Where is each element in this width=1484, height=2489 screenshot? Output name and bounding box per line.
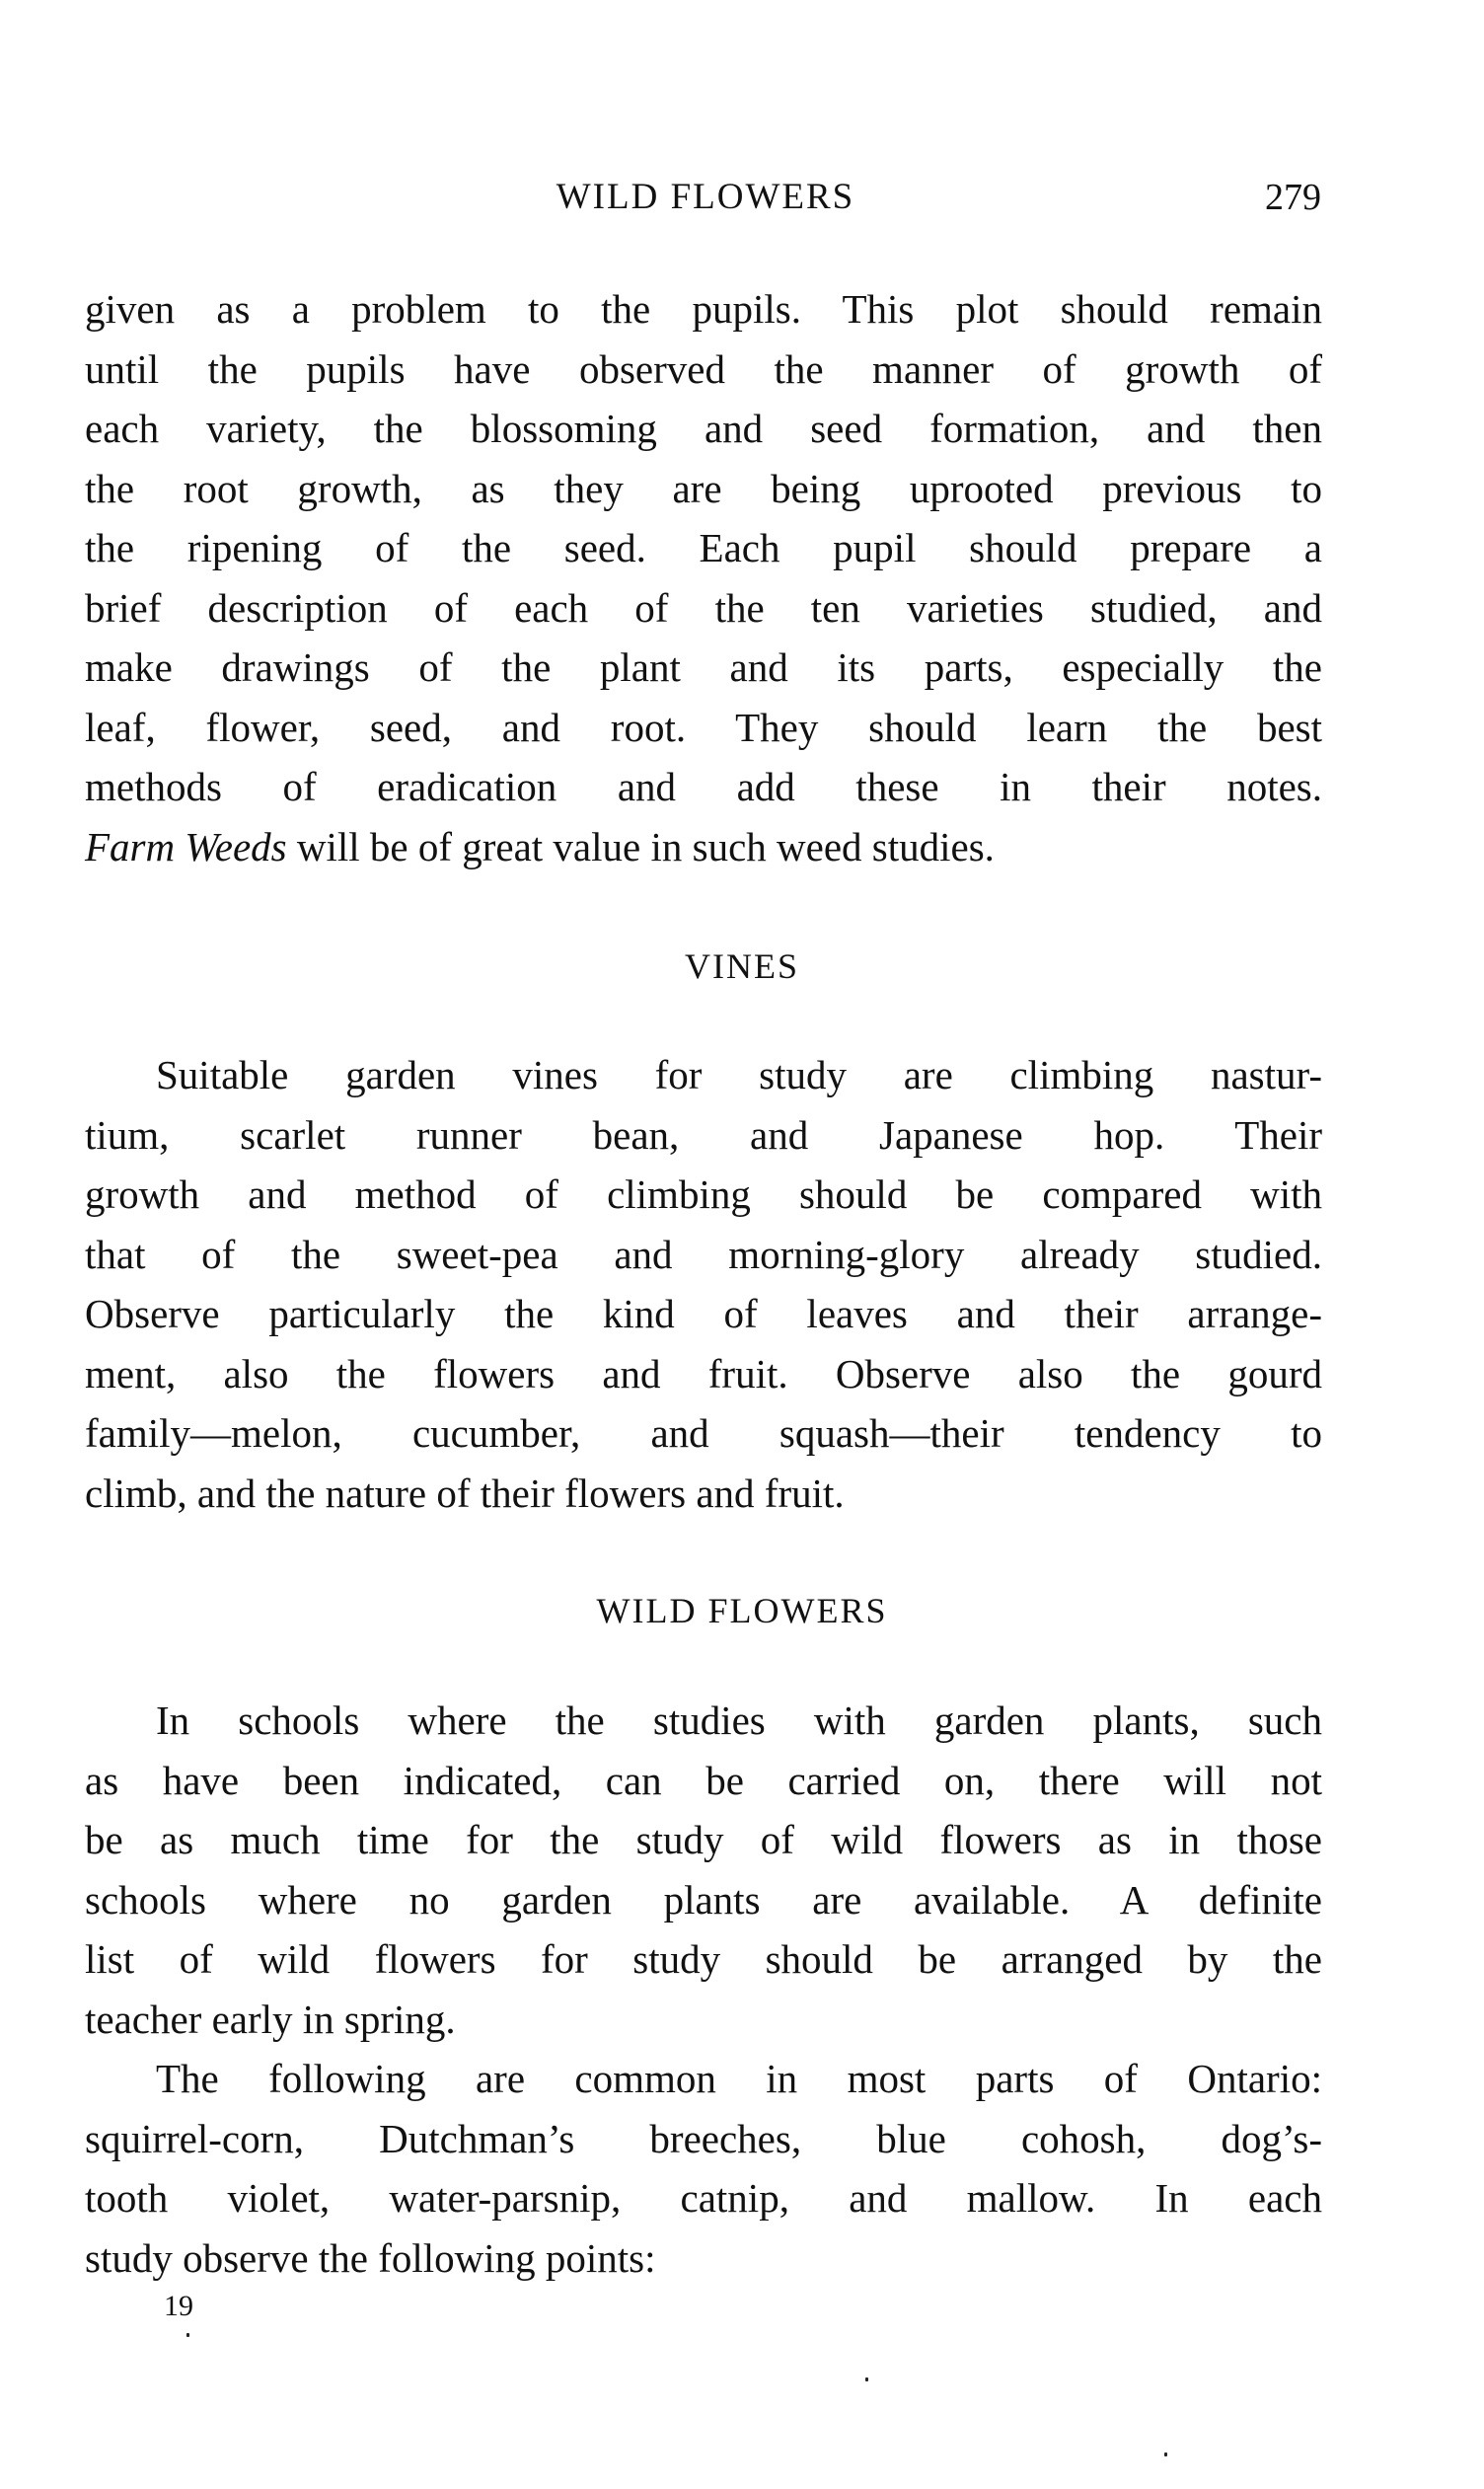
text-line: until the pupils have observed the manner of growth of — [85, 345, 1322, 392]
text-line: study observe the following points: — [85, 2234, 656, 2281]
text-line: ment, also the flowers and fruit. Observe also the gourd — [85, 1350, 1322, 1396]
text-line: list of wild flowers for study should be arranged by the — [85, 1936, 1322, 1982]
text-line: make drawings of the plant and its parts, especially the — [85, 644, 1322, 690]
text-line: be as much time for the study of wild flowers as in those — [85, 1817, 1322, 1862]
scan-speck — [186, 2333, 189, 2337]
text-line: The following are common in most parts of Ontario: — [156, 2056, 1322, 2101]
text-line-last — [85, 817, 1322, 877]
section-heading-vines: VINES — [685, 946, 799, 986]
text-fragment: will be of great value in such weed studies. — [286, 823, 995, 869]
text-line: tium, scarlet runner bean, and Japanese hop. Their — [85, 1111, 1322, 1158]
text-line: schools where no garden plants are available. A definite — [85, 1876, 1322, 1923]
text-line: climb, and the nature of their flowers and fruit. — [85, 1470, 845, 1516]
text-line: tooth violet, water-parsnip, catnip, and mallow. In each — [85, 2175, 1322, 2221]
text-line: teacher early in spring. — [85, 1996, 456, 2042]
text-line: squirrel-corn, Dutchman’s breeches, blue cohosh, dog’s- — [85, 2115, 1322, 2161]
section-heading-wild-flowers: WILD FLOWERS — [596, 1591, 888, 1630]
running-title: WILD FLOWERS — [556, 177, 855, 217]
book-title-farm-weeds: Farm Weeds — [85, 823, 287, 869]
text-line: as have been indicated, can be carried on, there will not — [85, 1757, 1322, 1803]
text-line: the root growth, as they are being uprooted previous to — [85, 465, 1322, 511]
page-number: 279 — [1265, 177, 1321, 218]
signature-mark: 19 — [164, 2290, 193, 2322]
scan-speck — [1164, 2452, 1167, 2456]
scan-speck — [865, 2377, 868, 2381]
text-line: Observe particularly the kind of leaves and their arrange- — [85, 1291, 1322, 1336]
wild-flowers-paragraph-2 — [85, 2049, 1322, 2288]
running-head — [0, 170, 1484, 229]
continued-paragraph — [85, 279, 1322, 876]
wild-flowers-paragraph-1 — [85, 1691, 1322, 2049]
text-line: each variety, the blossoming and seed formation, and then — [85, 406, 1322, 451]
text-line: that of the sweet-pea and morning-glory already studied. — [85, 1231, 1322, 1277]
text-line: family—melon, cucumber, and squash—their tendency to — [85, 1410, 1322, 1456]
text-line: brief description of each of the ten varieties studied, and — [85, 584, 1322, 631]
text-line: given as a problem to the pupils. This plot should remain — [85, 286, 1322, 332]
text-line: methods of eradication and add these in their notes. — [85, 764, 1322, 809]
text-line: In schools where the studies with garden plants, such — [156, 1697, 1322, 1743]
text-line: the ripening of the seed. Each pupil should prepare a — [85, 525, 1322, 570]
text-line: Suitable garden vines for study are climbing nastur- — [156, 1052, 1322, 1097]
vines-paragraph — [85, 1045, 1322, 1523]
text-line: growth and method of climbing should be compared with — [85, 1171, 1322, 1217]
text-line: leaf, flower, seed, and root. They should learn the best — [85, 704, 1322, 750]
